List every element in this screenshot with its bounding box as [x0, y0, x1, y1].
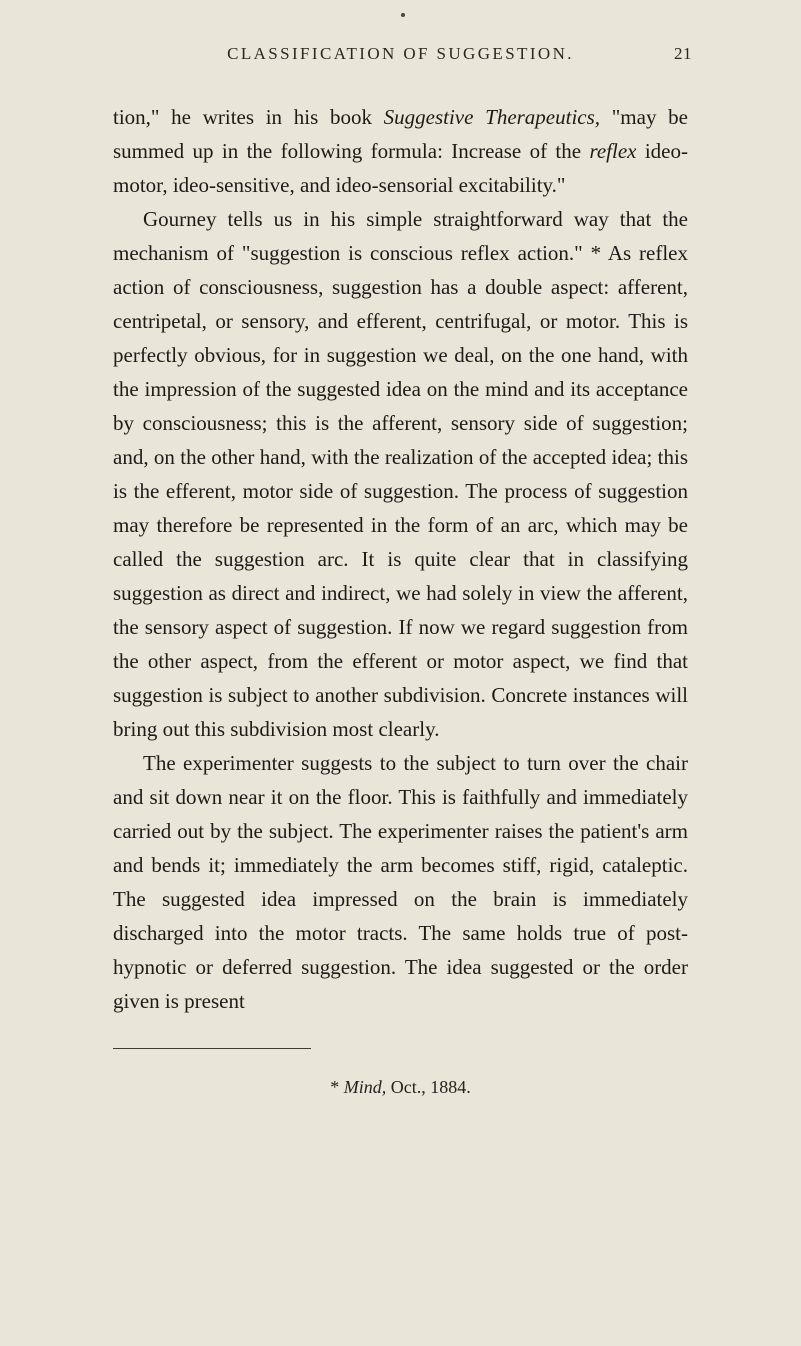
- footnote-date: Oct., 1884.: [386, 1077, 471, 1097]
- emphasis-italic: reflex: [589, 139, 637, 163]
- print-speck: [401, 13, 405, 17]
- text-run: "may be summed up in the following formula: Increase of the: [113, 105, 688, 163]
- footnote: [113, 1077, 688, 1098]
- footnote-rule: [113, 1048, 311, 1049]
- running-header: [113, 44, 692, 64]
- book-title-italic: Suggestive Therapeutics,: [383, 105, 601, 129]
- text-run: tion," he writes in his book: [113, 105, 384, 129]
- running-title: CLASSIFICATION OF SUGGESTION.: [227, 44, 574, 63]
- paragraph: [113, 746, 688, 1018]
- paragraph-continuation: [113, 100, 688, 202]
- footnote-journal-italic: Mind,: [343, 1077, 387, 1097]
- text-run: ideo-motor, ideo-sensitive, and ideo-sensorial excitability.": [113, 139, 688, 197]
- text-run: The experimenter suggests to the subject to turn over the chair and sit down near it on the floor. This is faithfully and immediately carried out by the subject. The experimenter raises the patient's arm and bends it; immediately the arm becomes stiff, rigid, cataleptic. The suggested idea impressed on the brain is immediately discharged into the motor tracts. The same holds true of post-hypnotic or deferred suggestion. The idea suggested or the order given is present: [113, 751, 688, 1013]
- body-text: [113, 100, 688, 1018]
- paragraph: [113, 202, 688, 746]
- footnote-marker: *: [330, 1077, 344, 1097]
- text-run: Gourney tells us in his simple straightforward way that the mechanism of "suggestion is conscious reflex action." * As reflex action of consciousness, suggestion has a double aspect: afferent, centripetal, or sensory, and efferent, centrifugal, or motor. This is perfectly obvious, for in suggestion we deal, on the one hand, with the impression of the suggested idea on the mind and its acceptance by consciousness; this is the afferent, sensory side of suggestion; and, on the other hand, with the realization of the accepted idea; this is the efferent, motor side of suggestion. The process of suggestion may therefore be represented in the form of an arc, which may be called the suggestion arc. It is quite clear that in classifying suggestion as direct and indirect, we had solely in view the afferent, the sensory aspect of suggestion. If now we regard suggestion from the other aspect, from the efferent or motor aspect, we find that suggestion is subject to another subdivision. Concrete instances will bring out this subdivision most clearly.: [113, 207, 688, 741]
- page-number: 21: [674, 44, 692, 63]
